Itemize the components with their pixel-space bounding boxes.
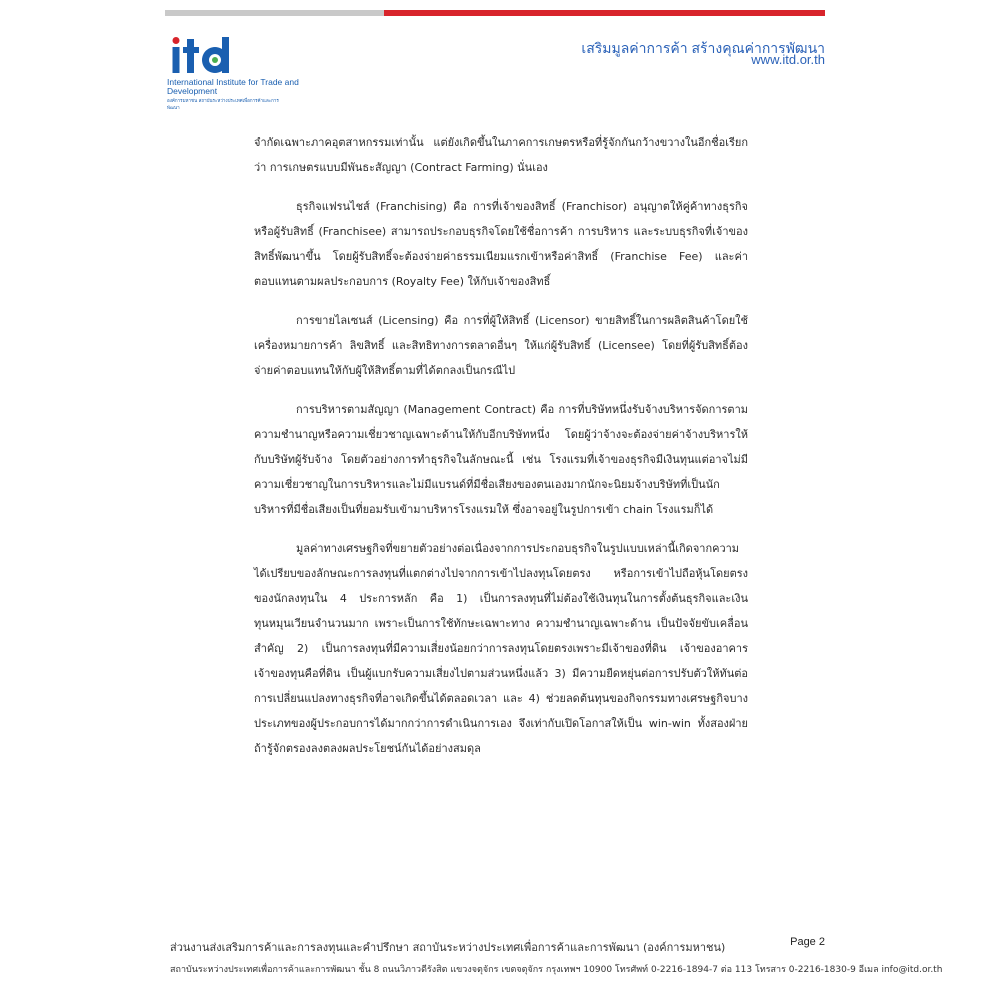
header-color-bar [165, 10, 825, 16]
body-paragraph: ธุรกิจแฟรนไชส์ (Franchising) คือ การที่เจ้าของสิทธิ์ (Franchisor) อนุญาตให้คู่ค้าทางธุรกิจหรือผู้รับสิทธิ์ (Franchisee) สามารถประกอบธุรกิจโดยใช้ชื่อการค้า การบริหาร และระบบธุรกิจที่เจ้าของสิทธิ์พัฒนาขึ้น โดยผู้รับสิทธิ์จะต้องจ่ายค่าธรรมเนียมแรกเข้าหรือค่าสิทธิ์ (Franchise Fee) และค่าตอบแทนตามผลประกอบการ (Royalty Fee) ให้กับเจ้าของสิทธิ์ [254, 200, 748, 288]
page-number [790, 936, 825, 948]
logo-institute-name: International Institute for Trade and Development [167, 77, 299, 96]
page-number-value: 2 [818, 936, 825, 948]
logo-subtext: องค์การมหาชน สถาบันระหว่างประเทศเพื่อการค้าและการพัฒนา [167, 99, 279, 111]
document-body [254, 130, 748, 775]
header-website: www.itd.or.th [751, 52, 825, 67]
footer-address-line: สถาบันระหว่างประเทศเพื่อการค้าและการพัฒนา ชั้น 8 ถนนวิภาวดีรังสิต แขวงจตุจักร เขตจตุจักร กรุงเทพฯ 10900 โทรศัพท์ 0-2216-1894-7 ต่อ 113 โทรสาร 0-2216-1830-9 อีเมล info@itd.or.th [170, 965, 943, 975]
header-slogan: เสริมมูลค่าการค้า สร้างคุณค่าการพัฒนา [581, 40, 825, 56]
page-label: Page [790, 936, 816, 948]
page-footer [170, 938, 943, 976]
itd-logo-mark [165, 36, 305, 80]
body-paragraph: การขายไลเซนส์ (Licensing) คือ การที่ผู้ให้สิทธิ์ (Licensor) ขายสิทธิ์ในการผลิตสินค้าโดยใช้เครื่องหมายการค้า ลิขสิทธิ์ และสิทธิทางการตลาดอื่นๆ ให้แก่ผู้รับสิทธิ์ (Licensee) โดยที่ผู้รับสิทธิ์ต้องจ่ายค่าตอบแทนให้กับผู้ให้สิทธิ์ตามที่ได้ตกลงเป็นกรณีไป [254, 314, 748, 377]
body-paragraph: มูลค่าทางเศรษฐกิจที่ขยายตัวอย่างต่อเนื่องจากการประกอบธุรกิจในรูปแบบเหล่านี้เกิดจากความได้เปรียบของลักษณะการลงทุนที่แตกต่างไปจากการเข้าไปลงทุนโดยตรง หรือการเข้าไปถือหุ้นโดยตรงของนักลงทุนใน 4 ประการหลัก คือ 1) เป็นการลงทุนที่ไม่ต้องใช้เงินทุนในการตั้งต้นธุรกิจและเงินทุนหมุนเวียนจำนวนมาก เพราะเป็นการใช้ทักษะเฉพาะทาง ความชำนาญเฉพาะด้าน เป็นปัจจัยขับเคลื่อนสำคัญ 2) เป็นการลงทุนที่มีความเสี่ยงน้อยกว่าการลงทุนโดยตรงเพราะมีเจ้าของที่ดิน เจ้าของอาคาร เจ้าของทุนคือที่ดิน เป็นผู้แบกรับความเสี่ยงไปตามส่วนหนึ่งแล้ว 3) มีความยืดหยุ่นต่อการปรับตัวให้ทันต่อการเปลี่ยนแปลงทางธุรกิจที่อาจเกิดขึ้นได้ตลอดเวลา และ 4) ช่วยลดต้นทุนของกิจกรรมทางเศรษฐกิจบางประเภทของผู้ประกอบการได้มากกว่าการดำเนินการเอง จึงเท่ากับเปิดโอกาสให้เป็น win-win ทั้งสองฝ่าย ถ้ารู้จักตรองลงตลงผลประโยชน์กันได้อย่างสมดุล [254, 542, 748, 755]
body-paragraph: จำกัดเฉพาะภาคอุตสาหกรรมเท่านั้น แต่ยังเกิดขึ้นในภาคการเกษตรหรือที่รู้จักกันกว้างขวางในอีกชื่อเรียกว่า การเกษตรแบบมีพันธะสัญญา (Contract Farming) นั่นเอง [254, 136, 748, 174]
body-paragraph: การบริหารตามสัญญา (Management Contract) คือ การที่บริษัทหนึ่งรับจ้างบริหารจัดการตามความชำนาญหรือความเชี่ยวชาญเฉพาะด้านให้กับอีกบริษัทหนึ่ง โดยผู้ว่าจ้างจะต้องจ่ายค่าจ้างบริหารให้กับบริษัทผู้รับจ้าง โดยตัวอย่างการทำธุรกิจในลักษณะนี้ เช่น โรงแรมที่เจ้าของธุรกิจมีเงินทุนแต่อาจไม่มีความเชี่ยวชาญในการบริหารและไม่มีแบรนด์ที่มีชื่อเสียงของตนเองมากนักจะนิยมจ้างบริษัทที่เป็นนักบริหารที่มีชื่อเสียงเป็นที่ยอมรับเข้ามาบริหารโรงแรมให้ ซึ่งอาจอยู่ในรูปการเข้า chain โรงแรมก็ได้ [254, 403, 748, 516]
footer-org-line: ส่วนงานส่งเสริมการค้าและการลงทุนและคำปรึกษา สถาบันระหว่างประเทศเพื่อการค้าและการพัฒนา (องค์การมหาชน) [170, 941, 726, 954]
header-bar-red [384, 10, 825, 16]
header-bar-gray [165, 10, 384, 16]
